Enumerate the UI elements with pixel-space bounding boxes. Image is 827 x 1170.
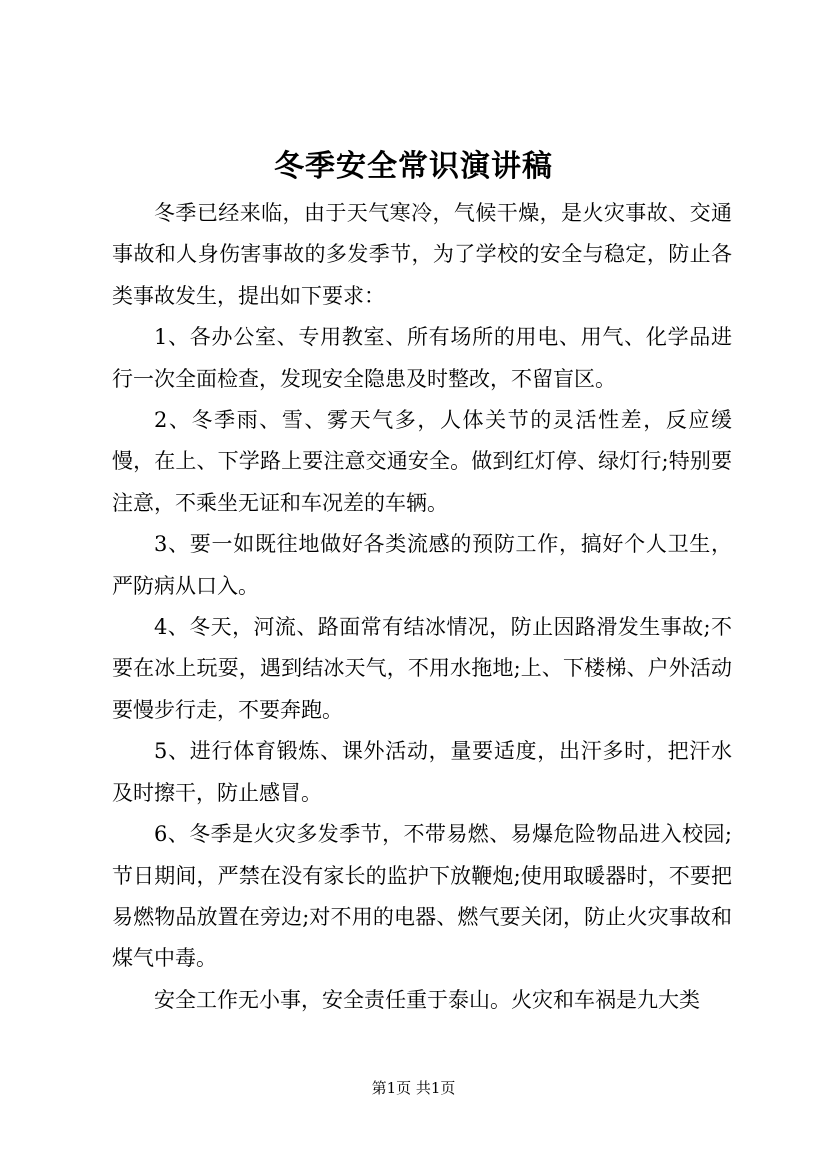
paragraph-item-5: 5、进行体育锻炼、课外活动，量要适度，出汗多时，把汗水及时擦干，防止感冒。	[112, 739, 732, 805]
paragraph-item-4: 4、冬天，河流、路面常有结冰情况，防止因路滑发生事故;不要在冰上玩耍，遇到结冰天气，不用水拖地;上、下楼梯、户外活动要慢步行走，不要奔跑。	[112, 615, 732, 722]
paragraph-closing: 安全工作无小事，安全责任重于泰山。火灾和车祸是九大类	[154, 987, 700, 1012]
paragraph-item-6: 6、冬季是火灾多发季节，不带易燃、易爆危险物品进入校园;节日期间，严禁在没有家长的监护下放鞭炮;使用取暖器时，不要把易燃物品放置在旁边;对不用的电器、燃气要关闭，防止火灾事故和煤气中毒。	[112, 822, 732, 971]
document-title: 冬季安全常识演讲稿	[274, 149, 553, 184]
paragraph-item-1: 1、各办公室、专用教室、所有场所的用电、用气、化学品进行一次全面检查，发现安全隐患及时整改，不留盲区。	[112, 325, 732, 391]
page-number-footer: 第1页 共1页	[371, 1079, 456, 1097]
paragraph-item-3: 3、要一如既往地做好各类流感的预防工作，搞好个人卫生，严防病从口入。	[112, 532, 732, 598]
paragraph-item-2: 2、冬季雨、雪、雾天气多，人体关节的灵活性差，反应缓慢，在上、下学路上要注意交通安全。做到红灯停、绿灯行;特别要注意，不乘坐无证和车况差的车辆。	[112, 408, 732, 515]
paragraph-intro: 冬季已经来临，由于天气寒冷，气候干燥，是火灾事故、交通事故和人身伤害事故的多发季节，为了学校的安全与稳定，防止各类事故发生，提出如下要求：	[112, 201, 732, 308]
document-body	[112, 193, 732, 1021]
